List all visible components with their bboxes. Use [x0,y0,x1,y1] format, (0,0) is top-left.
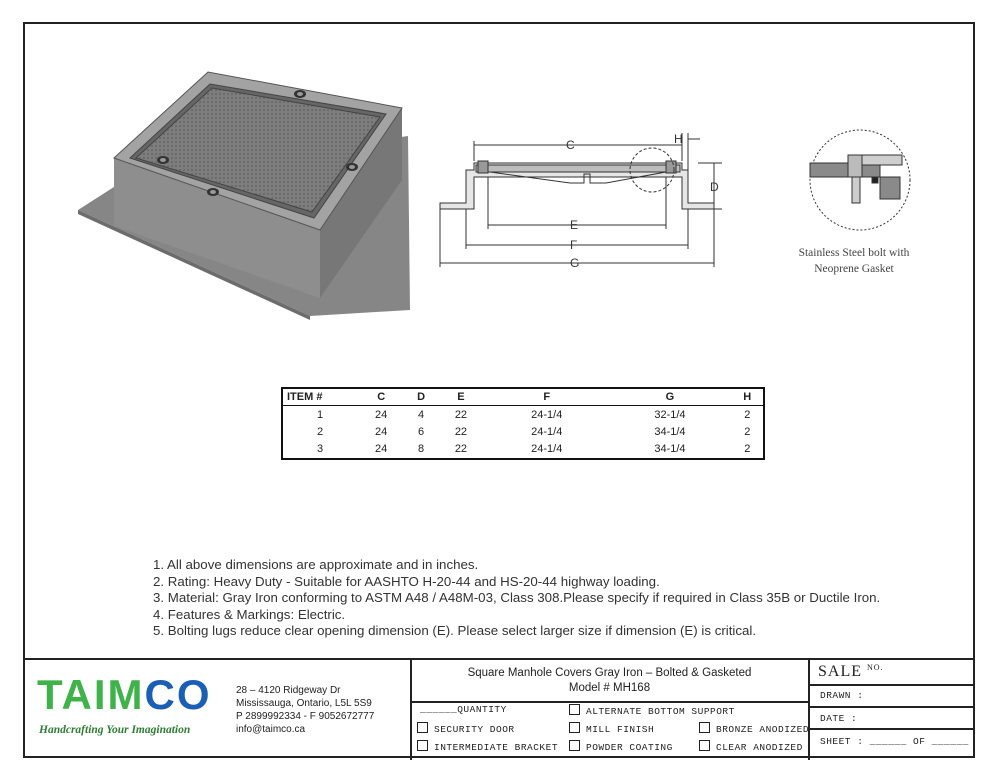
checkbox[interactable] [569,722,580,733]
title-line-1: Square Manhole Covers Gray Iron – Bolted & Gasketed [467,667,752,679]
option-label: BRONZE ANODIZED [716,724,810,735]
note-item: 5. Bolting lugs reduce clear opening dimension (E). Please select larger size if dimension (E) is critical. [153,623,757,638]
table-cell: 2 [744,442,751,455]
option-bronze-anodized[interactable] [699,722,809,735]
dimensions-table [281,387,765,460]
sale-label: SALE [818,663,862,680]
bolt-detail-caption [786,245,922,277]
table-cell: 32-1/4 [654,408,686,421]
sheet-label: SHEET : [820,736,864,747]
col-header: F [485,389,608,406]
dim-label-f: F [570,238,578,252]
note-item: 2. Rating: Heavy Duty - Suitable for AASHTO H-20-44 and HS-20-44 highway loading. [153,573,660,589]
option-label: CLEAR ANODIZED [716,742,803,753]
table-cell: 22 [454,408,468,421]
table-cell: 4 [418,408,425,421]
table-cell: 24-1/4 [531,442,563,455]
option-powder-coating[interactable] [569,740,673,753]
drawn-field: DRAWN : [820,690,864,701]
dim-label-c: C [566,138,575,152]
checkbox[interactable] [417,740,428,751]
logo-text: TAIM [37,671,145,718]
quantity-blank: ______ [420,704,458,715]
col-header: G [608,389,731,406]
address-line: 28 – 4120 Ridgeway Dr [236,685,341,696]
checkbox[interactable] [417,722,428,733]
checkbox[interactable] [569,704,580,715]
date-field: DATE : [820,713,858,724]
col-header: H [732,389,763,406]
drawing-title [411,666,808,696]
option-label: ALTERNATE BOTTOM SUPPORT [586,706,735,717]
table-cell: 8 [418,442,425,455]
option-label: MILL FINISH [586,724,655,735]
quantity-field[interactable] [420,704,507,715]
title-block [23,658,975,760]
option-security-door[interactable] [417,722,515,735]
note-item: 4. Features & Markings: Electric. [153,606,346,622]
caption-line-1: Stainless Steel bolt with [798,247,910,259]
table-cell: 34-1/4 [654,425,686,438]
note-item: 1. All above dimensions are approximate and in inches. [153,557,479,572]
address-line: Mississauga, Ontario, L5L 5S9 [236,698,372,709]
col-header: ITEM # [283,389,357,406]
option-label: POWDER COATING [586,742,673,753]
notes-list [153,557,880,640]
table-cell: 24-1/4 [531,408,563,421]
address-line: P 2899992334 - F 9052672777 [236,711,375,722]
manhole-cover-illustration [70,60,430,320]
cross-section-drawing [430,125,730,275]
logo-text-co: CO [144,671,212,718]
table-cell: 6 [418,425,425,438]
table-cell: 1 [316,408,324,421]
table-cell: 34-1/4 [654,442,686,455]
table-cell: 24 [375,442,388,455]
table-row [283,423,763,440]
bolt-detail-view [800,125,920,235]
title-line-2: Model # MH168 [568,682,651,694]
dim-label-h: H [674,132,683,146]
checkbox[interactable] [699,740,710,751]
sheet-field [820,736,969,747]
company-logo [37,671,212,726]
dim-label-d: D [710,180,719,194]
table-cell: 24 [375,425,388,438]
no-label: NO. [867,663,884,672]
table-cell: 3 [316,442,324,455]
table-header-row [283,389,763,406]
col-header: E [437,389,485,406]
option-intermediate-bracket[interactable] [417,740,558,753]
dim-label-e: E [570,218,579,232]
table-cell: 24 [375,408,388,421]
sheet-blank: ______ [869,736,907,747]
option-label: INTERMEDIATE BRACKET [434,742,559,753]
table-cell: 2 [744,408,751,421]
table-cell: 2 [316,425,324,438]
company-tagline: Handcrafting Your Imagination [39,724,191,736]
option-alternate-bottom-support[interactable] [569,704,735,717]
option-label: SECURITY DOOR [434,724,515,735]
table-row [283,406,763,424]
table-cell: 24-1/4 [531,425,563,438]
option-clear-anodized[interactable] [699,740,803,753]
option-mill-finish[interactable] [569,722,654,735]
table-cell: 22 [454,425,468,438]
dim-label-g: G [570,256,580,270]
of-label: OF [913,736,926,747]
table-row [283,440,763,457]
note-item: 3. Material: Gray Iron conforming to ASTM A48 / A48M-03, Class 308.Please specify if required in Class 35B or Ductile Iron. [153,590,881,605]
col-header: D [405,389,436,406]
quantity-label: QUANTITY [457,704,507,715]
company-address [236,684,374,736]
table-cell: 2 [744,425,751,438]
sale-no [818,663,884,681]
address-line: info@taimco.ca [236,724,306,735]
checkbox[interactable] [699,722,710,733]
col-header: C [357,389,405,406]
table-cell: 22 [454,442,468,455]
of-blank: ______ [931,736,969,747]
checkbox[interactable] [569,740,580,751]
caption-line-2: Neoprene Gasket [814,263,894,275]
